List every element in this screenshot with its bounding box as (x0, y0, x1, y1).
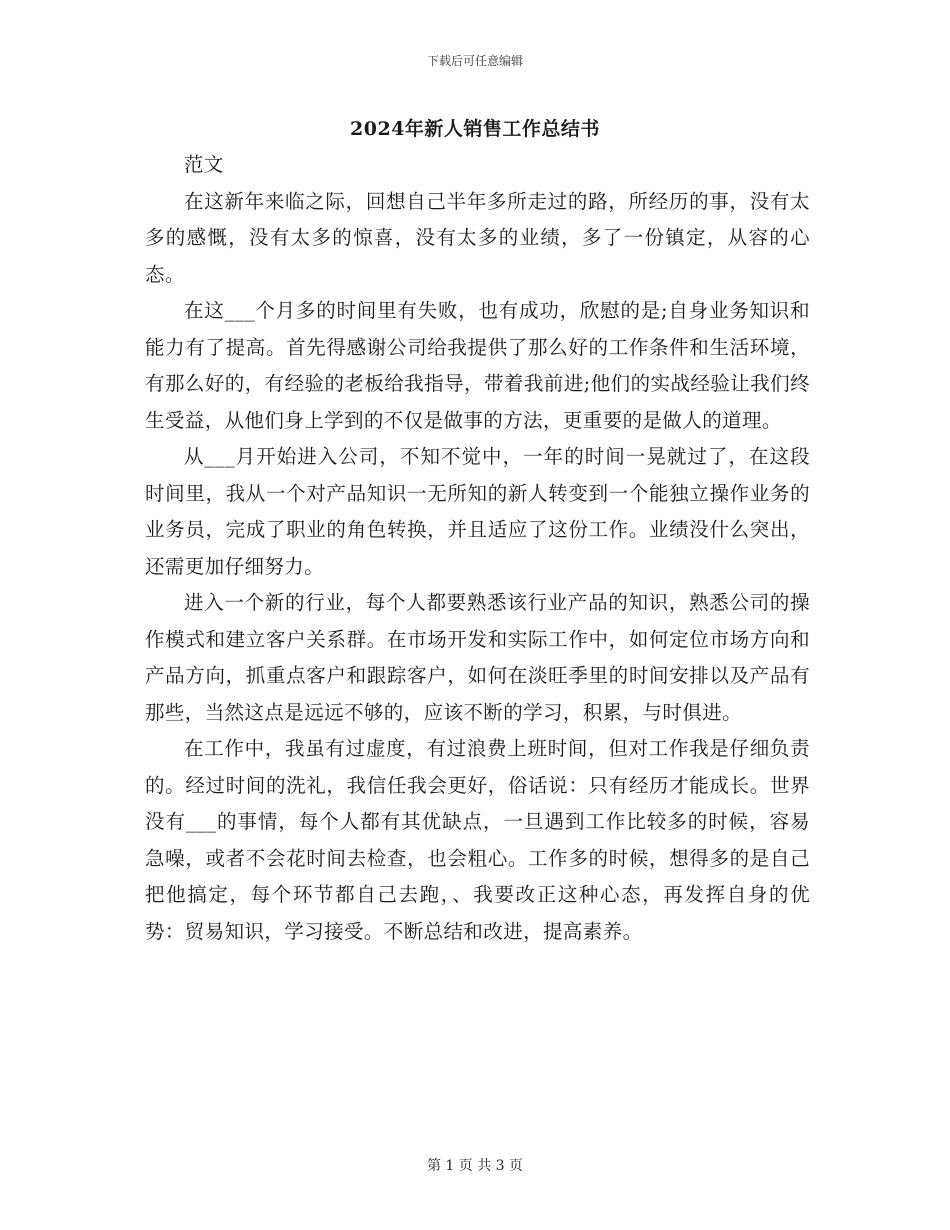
document-subtitle: 范文 (184, 153, 224, 176)
document-title: 2024年新人销售工作总结书 (350, 118, 600, 140)
paragraph-3: 从___月开始进入公司，不知不觉中，一年的时间一晃就过了，在这段时间里，我从一个对产品知识一无所知的新人转变到一个能独立操作业务的业务员，完成了职业的角色转换，并且适应了这份工作。业绩没什么突出，还需更加仔细努力。 (145, 445, 810, 578)
paragraph-2: 在这___个月多的时间里有失败，也有成功，欣慰的是;自身业务知识和能力有了提高。首先得感谢公司给我提供了那么好的工作条件和生活环境，有那么好的，有经验的老板给我指导，带着我前进;他们的实战经验让我们终生受益，从他们身上学到的不仅是做事的方法，更重要的是做人的道理。 (145, 299, 810, 432)
paragraph-1: 在这新年来临之际，回想自己半年多所走过的路，所经历的事，没有太多的感慨，没有太多的惊喜，没有太多的业绩，多了一份镇定，从容的心态。 (145, 189, 810, 286)
document-body (145, 147, 810, 950)
paragraph-5: 在工作中，我虽有过虚度，有过浪费上班时间，但对工作我是仔细负责的。经过时间的洗礼，我信任我会更好，俗话说：只有经历才能成长。世界没有___的事情，每个人都有其优缺点，一旦遇到工作比较多的时候，容易急噪，或者不会花时间去检查，也会粗心。工作多的时候，想得多的是自己把他搞定，每个环节都自己去跑，、我要改正这种心态，再发挥自身的优势：贸易知识，学习接受。不断总结和改进，提高素养。 (145, 737, 810, 943)
page-number: 第 1 页 共 3 页 (426, 1158, 524, 1174)
paragraph-4: 进入一个新的行业，每个人都要熟悉该行业产品的知识，熟悉公司的操作模式和建立客户关系群。在市场开发和实际工作中，如何定位市场方向和产品方向，抓重点客户和跟踪客户，如何在淡旺季里的时间安排以及产品有那些，当然这点是远远不够的，应该不断的学习，积累，与时俱进。 (145, 591, 810, 724)
page-header-note: 下载后可任意编辑 (426, 54, 523, 68)
